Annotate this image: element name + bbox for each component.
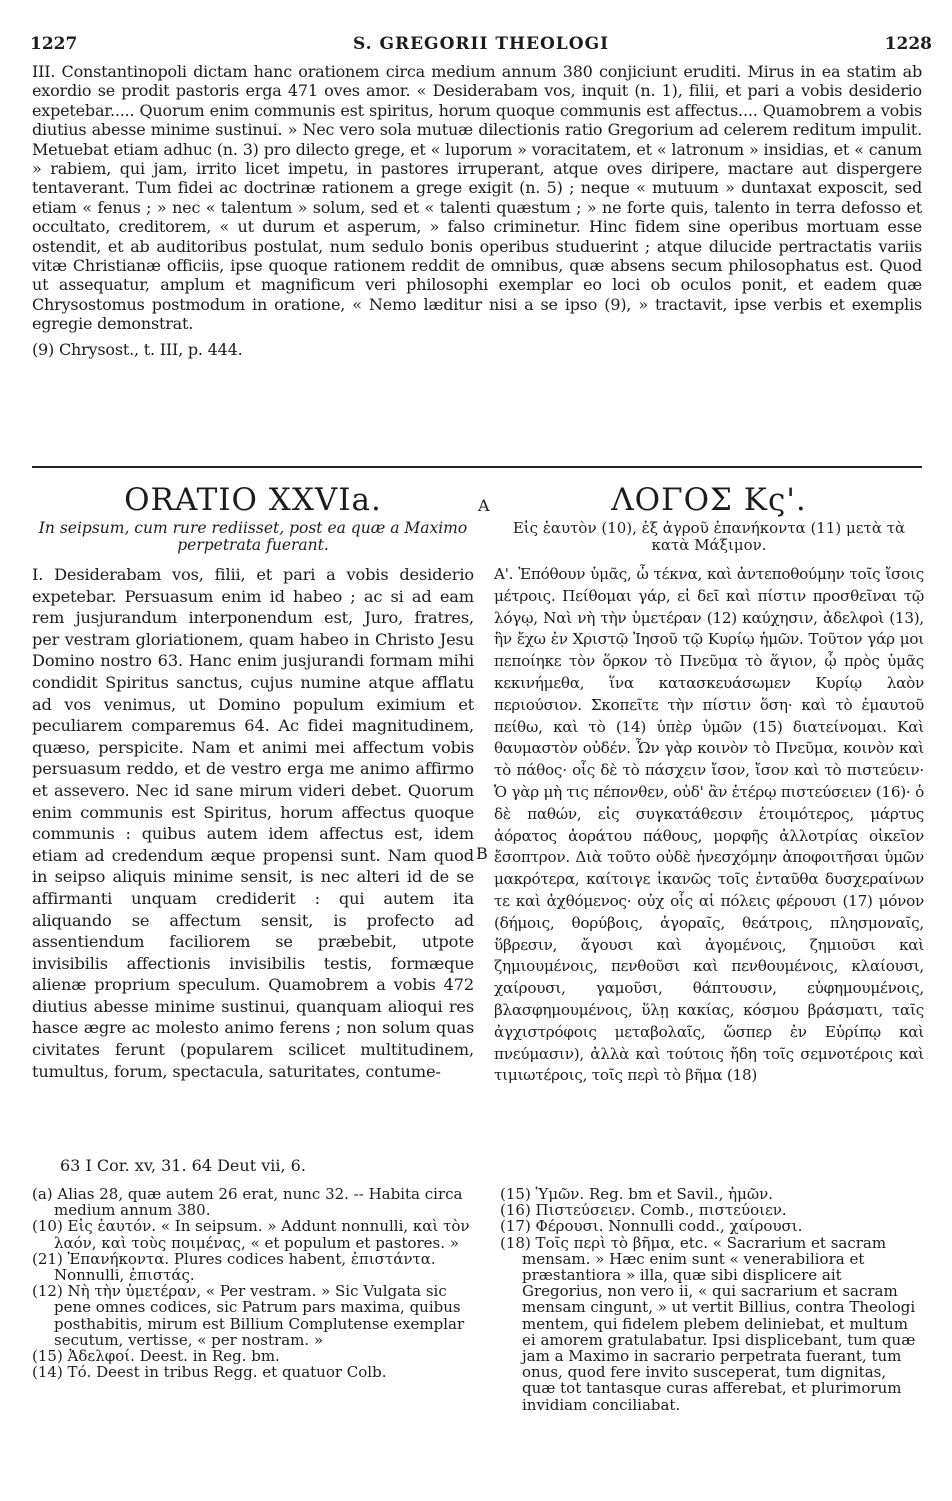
footnote: (15) Ὑμῶν. Reg. bm et Savil., ἡμῶν. xyxy=(500,1185,773,1203)
footnote: (a) Alias 28, quæ autem 26 erat, nunc 32. -- Habita circa medium annum 380. xyxy=(32,1185,463,1220)
latin-oration-subtitle: In seipsum, cum rure rediisset, post ea quæ a Maximo perpetrata fuerant. xyxy=(38,519,468,554)
latin-paragraph: I. Desiderabam vos, filii, et pari a vobis desiderio expetebar. Persuasum enim id habeo ; ac si ad eam rem jusjurandum interponendum est, Juro, fratres, per vestram gloriationem, quam habeo in Christo Jesu Domino nostro 63. Hanc enim jusjurandi formam mihi condidit Spiritus sanctus, cujus numine atque afflatu ad vos venimus, ut Domino populum eximium et peculiarem comparemus 64. Ac fidei magnitudinem, quæso, perspicite. Nam et animi mei affectum vobis persuasum reddo, et de vestro erga me animo affirmo et assevero. Nec id sane mirum videri debet. Quorum enim communis est Spiritus, horum affectus quoque communis : quibus autem idem affectus est, idem etiam ad credendum æque propensi sunt. Nam quod in seipso aliquis minime sensit, is nec alteri id de se affirmanti unquam crediderit : qui autem ita aliquando se affectum sensit, is profecto ad assentiendum faciliorem se præbebit, utpote invisibilis affectionis invisibilis testis, formæque alienæ proprium speculum. Quamobrem a vobis 472 diutius abesse minime sustinui, quanquam alioqui res hasce ægre ac molesto animo ferens ; non solum quas civitates ferunt (popularem scilicet multitudinem, tumultus, forum, spectacula, saturitates, contume- xyxy=(32,565,474,1081)
latin-oration-title: ORATIO XXVIa. xyxy=(124,482,382,518)
greek-oration-title: ΛΟΓΟΣ Κς'. xyxy=(611,482,807,518)
margin-marker-b: B xyxy=(476,844,488,863)
footnote: (17) Φέρουσι. Nonnulli codd., χαίρουσι. xyxy=(500,1217,803,1236)
running-title: S. GREGORII THEOLOGI xyxy=(352,34,610,54)
introductory-summary xyxy=(32,62,922,359)
footnotes-left xyxy=(32,1186,474,1380)
footnote: (10) Εἰς ἑαυτόν. « In seipsum. » Addunt nonnulli, καὶ τὸν λαόν, καὶ τοὺς ποιμένας, « et populum et pastores. » xyxy=(32,1217,470,1252)
footnote: (12) Νὴ τὴν ὑμετέραν, « Per vestram. » Sic Vulgata sic pene omnes codices, sic Patrum pars maxima, quibus posthabitis, mirum est Billium Complutense exemplar secutum, vertisse, « per nostram. » xyxy=(32,1282,465,1349)
intro-paragraph: III. Constantinopoli dictam hanc orationem circa medium annum 380 conjiciunt eruditi. Mirus in ea statim ab exordio se prodit pastoris erga 471 oves amor. « Desiderabam vos, inquit (n. 1), filii, et pari a vobis desiderio expetebar..... Quorum enim communis est spiritus, horum quoque communis est affectus.... Quamobrem a vobis diutius abesse minime sustinui. » Nec vero sola mutuæ dilectionis ratio Gregorium ad celerem reditum impulit. Metuebat etiam adhuc (n. 3) pro dilecto grege, et « luporum » voracitatem, et « latronum » insidias, et « canum » rabiem, qui jam, irrito licet impetu, in pastores irruperant, atque oves diripere, mactare aut dispergere tentaverant. Tum fidei ac doctrinæ rationem a grege exigit (n. 5) ; neque « mutuum » duntaxat exposcit, sed etiam « fenus ; » nec « talentum » solum, sed et « talenti quæstum ; » ne forte quis, talento in terra defosso et occultato, creditorem, « ut durum et asperum, » falso criminetur. Hinc fidem sine operibus mortuam esse ostendit, et ab auditoribus postulat, num sedulo bonis operibus studuerint ; atque dilucide pertractatis variis vitæ Christianæ officiis, ipse quoque rationem reddit de omnibus, quæ absens secum philosophatus est. Quod ut assequatur, amplum et magnificum veri philosophi exemplar eo loci ob oculos ponit, et eadem quæ Chrysostomus postmodum in oratione, « Nemo læditur nisi a se ipso (9), » tractavit, ipse verbis et exemplis egregie demonstrat. xyxy=(32,62,922,334)
section-divider xyxy=(32,466,922,468)
latin-column xyxy=(32,480,474,1082)
latin-body-text xyxy=(32,564,474,1082)
intro-footnote: (9) Chrysost., t. III, p. 444. xyxy=(32,339,243,359)
footnote: (18) Τοῖς περὶ τὸ βῆμα, etc. « Sacrarium et sacram mensam. » Hæc enim sunt « venerabiliora et præstantiora » illa, quæ sibi displicere ait Gregorius, non vero ii, « qui sacrarium et sacram mensam cingunt, » ut vertit Billius, contra Theologi mentem, qui fidelem plebem deliniebat, et multum ei amorem gratulabatur. Ipsi displicebant, tum quæ jam a Maximo in sacrario perpetrata fuerant, tum onus, quod fere invito susceperat, tum dignitas, quæ tot tantasque curas afferebat, et plurimorum invidiam conciliabat. xyxy=(500,1233,916,1414)
footnote: (15) Ἀδελφοί. Deest. in Reg. bm. xyxy=(32,1347,280,1366)
scripture-references: 63 I Cor. xv, 31. 64 Deut vii, 6. xyxy=(60,1156,306,1175)
footnote: (16) Πιστεύσειεν. Comb., πιστεύοιεν. xyxy=(500,1201,787,1220)
footnote: (14) Τό. Deest in tribus Regg. et quatuor Colb. xyxy=(32,1363,387,1382)
margin-marker-a: A xyxy=(478,496,490,515)
left-page-number: 1227 xyxy=(30,34,78,54)
footnote: (21) Ἐπανήκοντα. Plures codices habent, ἐπιστάντα. Nonnulli, ἐπιστάς. xyxy=(32,1249,436,1285)
greek-column xyxy=(494,480,924,1087)
greek-body-text xyxy=(494,564,924,1087)
footnotes-right xyxy=(500,1186,922,1413)
greek-paragraph: Α'. Ἐπόθουν ὑμᾶς, ὦ τέκνα, καὶ ἀντεποθούμην τοῖς ἴσοις μέτροις. Πείθομαι γάρ, εἰ δεῖ καὶ πίστιν προσθεῖναι τῷ λόγῳ, Ναὶ νὴ τὴν ὑμετέραν (12) καύχησιν, ἀδελφοὶ (13), ἣν ἔχω ἐν Χριστῷ Ἰησοῦ τῷ Κυρίῳ ἡμῶν. Τοῦτον γάρ μοι πεποίηκε τὸν ὅρκον τὸ Πνεῦμα τὸ ἅγιον, ᾧ πρὸς ὑμᾶς κεκινήμεθα, ἵνα κατασκευάσωμεν Κυρίῳ λαὸν περιούσιον. Σκοπεῖτε τὴν πίστιν ὅση· καὶ τὸ ἐμαυτοῦ πείθω, καὶ τὸ (14) ὑπὲρ ὑμῶν (15) διατείνομαι. Καὶ θαυμαστὸν οὐδέν. Ὧν γὰρ κοινὸν τὸ Πνεῦμα, κοινὸν καὶ τὸ πάθος· οἷς δὲ τὸ πάσχειν ἴσον, ἴσον καὶ τὸ πιστεύειν· Ὁ γὰρ μὴ τις πέπονθεν, οὐδ' ἂν ἑτέρῳ πιστεύσειεν (16)· ὁ δὲ παθών, εἰς συγκατάθεσιν ἑτοιμότερος, μάρτυς ἀόρατος ἀοράτου πάθους, μορφῆς ἀλλοτρίας οἰκεῖον ἔσοπτρον. Διὰ τοῦτο οὐδὲ ἠνεσχόμην ἀποφοιτῆσαι ὑμῶν μακρότερα, καίτοιγε ἱκανῶς τοῖς ἐνταῦθα δυσχεραίνων τε καὶ ἀχθόμενος· οὐχ οἷς αἱ πόλεις φέρουσι (17) μόνον (δήμοις, θορύβοις, ἀγοραῖς, θεάτροις, πλησμοναῖς, ὕβρεσιν, ἄγουσι καὶ ἀγομένοις, ζημιοῦσι καὶ ζημιουμένοις, πενθοῦσι καὶ πενθουμένοις, κλαίουσι, χαίρουσι, γαμοῦσι, θάπτουσιν, εὐφημουμένοις, βλασφημουμένοις, ὕλῃ κακίας, κόσμου βράσματι, ταῖς ἀγχιστρόφοις μεταβολαῖς, ὥσπερ ἐν Εὐρίπῳ καὶ πνεύμασιν), ἀλλὰ καὶ τούτοις ἤδη τοῖς σεμνοτέροις καὶ τιμιωτέροις, τοῖς περὶ τὸ βῆμα (18) xyxy=(494,565,924,1085)
greek-oration-subtitle: Εἰς ἑαυτὸν (10), ἐξ ἀγροῦ ἐπανήκοντα (11) μετὰ τὰ κατὰ Μάξιμον. xyxy=(512,519,906,554)
right-page-number: 1228 xyxy=(884,34,932,54)
running-header xyxy=(30,34,932,58)
